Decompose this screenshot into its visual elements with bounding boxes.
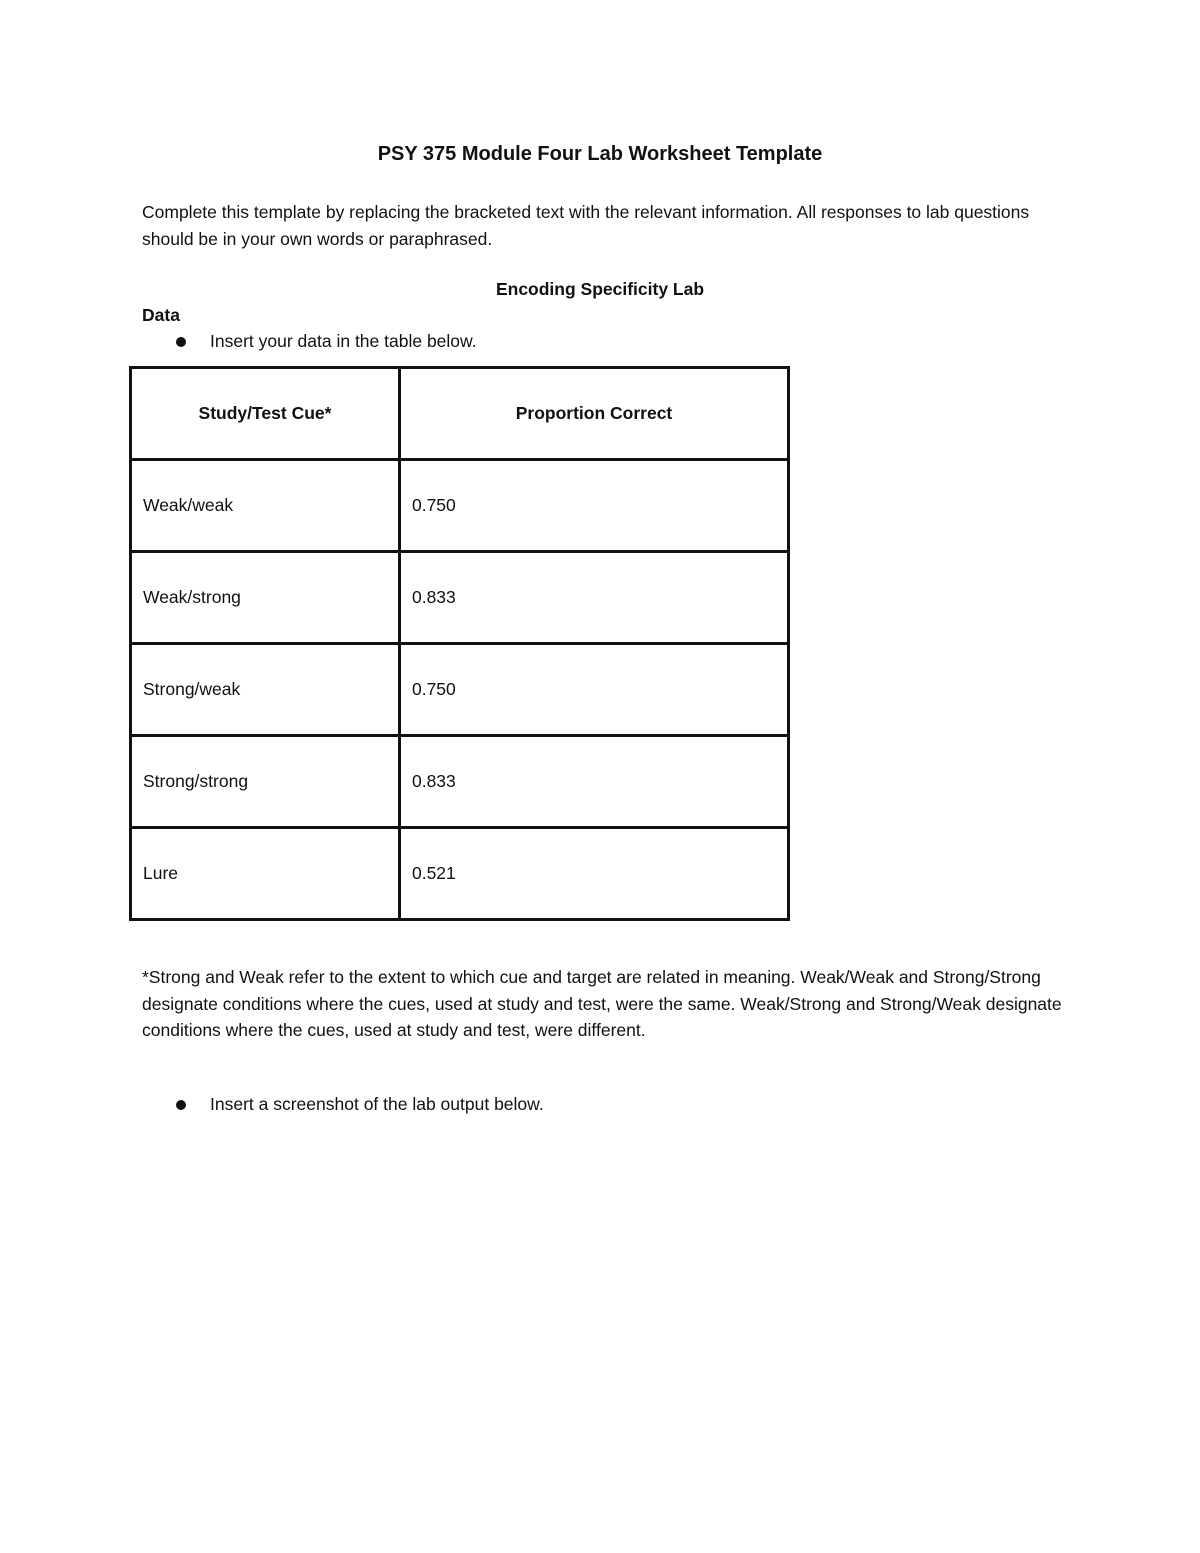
data-heading: Data xyxy=(142,305,180,325)
table-row xyxy=(131,736,789,828)
intro-paragraph: Complete this template by replacing the bracketed text with the relevant information. All responses to lab questions should be in your own words or paraphrased. xyxy=(142,202,1030,249)
cell-cue[interactable]: Weak/weak xyxy=(131,460,400,552)
table-row xyxy=(131,552,789,644)
bullet-text: Insert a screenshot of the lab output below. xyxy=(210,1094,544,1114)
bullet-dot-icon xyxy=(176,1100,186,1110)
lab-heading: Encoding Specificity Lab xyxy=(495,279,705,299)
cell-proportion[interactable]: 0.521 xyxy=(399,828,788,920)
bullet-text: Insert your data in the table below. xyxy=(210,331,477,351)
header-study-test-cue: Study/Test Cue* xyxy=(131,368,400,460)
cell-cue[interactable]: Strong/weak xyxy=(131,644,400,736)
bullet-dot-icon xyxy=(176,337,186,347)
header-proportion-correct: Proportion Correct xyxy=(399,368,788,460)
cell-proportion[interactable]: 0.833 xyxy=(399,552,788,644)
cell-proportion[interactable]: 0.750 xyxy=(399,644,788,736)
table-row xyxy=(131,460,789,552)
data-table xyxy=(129,366,790,921)
footnote: *Strong and Weak refer to the extent to which cue and target are related in meaning. Weak/Weak and Strong/Strong designate conditions where the cues, used at study and test, were the same. Weak/Strong and Strong/Weak designate conditions where the cues, used at study and test, were different. xyxy=(142,967,1062,1040)
bullet-insert-data xyxy=(176,331,477,352)
cell-proportion[interactable]: 0.833 xyxy=(399,736,788,828)
cell-cue[interactable]: Lure xyxy=(131,828,400,920)
cell-cue[interactable]: Strong/strong xyxy=(131,736,400,828)
cell-proportion[interactable]: 0.750 xyxy=(399,460,788,552)
page-title: PSY 375 Module Four Lab Worksheet Template xyxy=(377,143,823,165)
bullet-insert-screenshot xyxy=(176,1094,544,1115)
cell-cue[interactable]: Weak/strong xyxy=(131,552,400,644)
table-row xyxy=(131,644,789,736)
table-header-row xyxy=(131,368,789,460)
table-row xyxy=(131,828,789,920)
